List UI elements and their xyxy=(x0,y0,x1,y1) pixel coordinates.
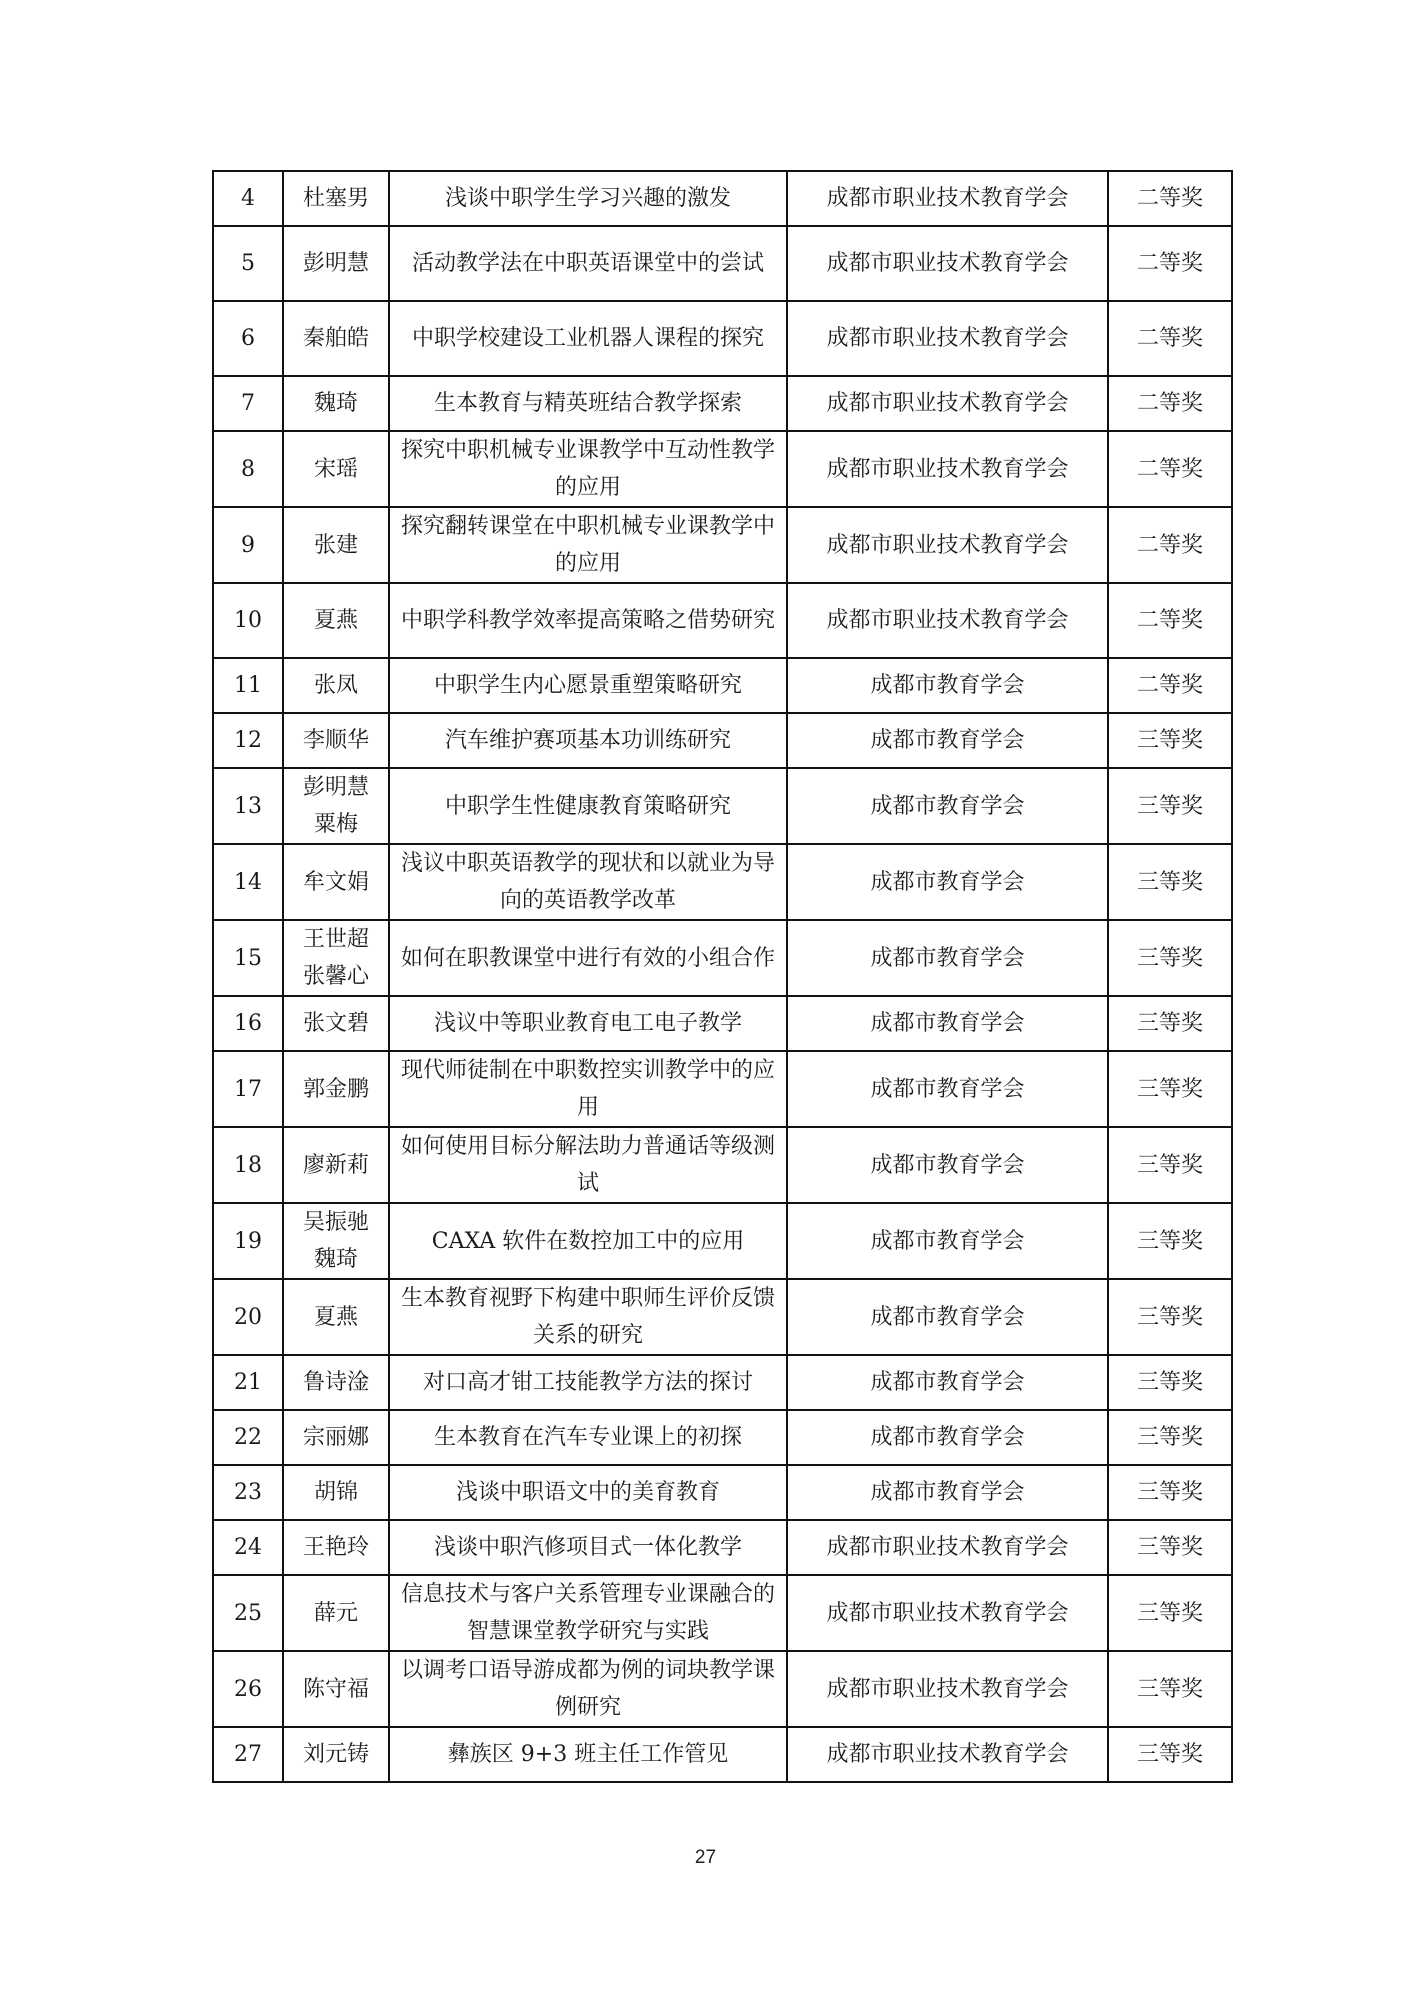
cell-title: CAXA 软件在数控加工中的应用 xyxy=(389,1203,787,1279)
author-name: 秦舶皓 xyxy=(302,326,369,351)
cell-organization: 成都市教育学会 xyxy=(787,1465,1108,1520)
cell-author xyxy=(283,658,389,713)
cell-title: 如何在职教课堂中进行有效的小组合作 xyxy=(389,920,787,996)
cell-title: 浅谈中职学生学习兴趣的激发 xyxy=(389,171,787,226)
table-row xyxy=(213,713,1232,768)
cell-number: 6 xyxy=(213,301,283,376)
cell-author xyxy=(283,920,389,996)
cell-organization: 成都市教育学会 xyxy=(787,1279,1108,1355)
cell-author xyxy=(283,1651,389,1727)
cell-award: 二等奖 xyxy=(1108,171,1232,226)
table-row xyxy=(213,1410,1232,1465)
cell-author xyxy=(283,301,389,376)
author-name: 王世超 xyxy=(302,927,369,952)
author-name: 宗丽娜 xyxy=(302,1425,369,1450)
cell-title: 生本教育与精英班结合教学探索 xyxy=(389,376,787,431)
cell-organization: 成都市教育学会 xyxy=(787,768,1108,844)
author-name: 陈守福 xyxy=(302,1676,369,1702)
author-name: 魏琦 xyxy=(313,391,358,416)
cell-organization: 成都市教育学会 xyxy=(787,1355,1108,1410)
cell-organization: 成都市职业技术教育学会 xyxy=(787,301,1108,376)
cell-title: 浅谈中职汽修项目式一体化教学 xyxy=(389,1520,787,1575)
cell-title: 对口高才钳工技能教学方法的探讨 xyxy=(389,1355,787,1410)
cell-number: 12 xyxy=(213,713,283,768)
author-name: 宋瑶 xyxy=(313,456,358,482)
cell-title: 现代师徒制在中职数控实训教学中的应用 xyxy=(389,1051,787,1127)
cell-organization: 成都市职业技术教育学会 xyxy=(787,1727,1108,1782)
cell-title: 中职学生性健康教育策略研究 xyxy=(389,768,787,844)
cell-author xyxy=(283,1410,389,1465)
cell-number: 15 xyxy=(213,920,283,996)
table-row xyxy=(213,1203,1232,1279)
author-name: 魏琦 xyxy=(313,1247,358,1272)
author-name: 张建 xyxy=(313,532,358,558)
award-table xyxy=(212,170,1233,1783)
cell-title: 中职学科教学效率提高策略之借势研究 xyxy=(389,583,787,658)
cell-number: 21 xyxy=(213,1355,283,1410)
cell-organization: 成都市职业技术教育学会 xyxy=(787,431,1108,507)
cell-number: 8 xyxy=(213,431,283,507)
table-row xyxy=(213,1279,1232,1355)
cell-award: 三等奖 xyxy=(1108,1127,1232,1203)
cell-title: 浅议中等职业教育电工电子教学 xyxy=(389,996,787,1051)
author-name: 鲁诗淦 xyxy=(302,1370,369,1395)
cell-award: 三等奖 xyxy=(1108,1279,1232,1355)
table-row xyxy=(213,1355,1232,1410)
cell-title: 生本教育视野下构建中职师生评价反馈关系的研究 xyxy=(389,1279,787,1355)
cell-organization: 成都市教育学会 xyxy=(787,1410,1108,1465)
cell-organization: 成都市职业技术教育学会 xyxy=(787,507,1108,583)
author-name: 粟梅 xyxy=(313,812,358,837)
cell-title: 生本教育在汽车专业课上的初探 xyxy=(389,1410,787,1465)
table-row xyxy=(213,996,1232,1051)
table-row xyxy=(213,920,1232,996)
cell-title: 以调考口语导游成都为例的词块教学课例研究 xyxy=(389,1651,787,1727)
cell-number: 5 xyxy=(213,226,283,301)
cell-title: 探究中职机械专业课教学中互动性教学的应用 xyxy=(389,431,787,507)
cell-number: 17 xyxy=(213,1051,283,1127)
author-name: 李顺华 xyxy=(302,728,369,753)
cell-organization: 成都市职业技术教育学会 xyxy=(787,583,1108,658)
table-row xyxy=(213,376,1232,431)
cell-organization: 成都市教育学会 xyxy=(787,996,1108,1051)
cell-number: 14 xyxy=(213,844,283,920)
cell-organization: 成都市职业技术教育学会 xyxy=(787,1651,1108,1727)
cell-organization: 成都市教育学会 xyxy=(787,1127,1108,1203)
cell-author xyxy=(283,583,389,658)
cell-author xyxy=(283,713,389,768)
cell-number: 20 xyxy=(213,1279,283,1355)
author-name: 夏燕 xyxy=(313,1304,358,1330)
cell-organization: 成都市职业技术教育学会 xyxy=(787,376,1108,431)
cell-award: 二等奖 xyxy=(1108,583,1232,658)
cell-title: 浅议中职英语教学的现状和以就业为导向的英语教学改革 xyxy=(389,844,787,920)
cell-organization: 成都市教育学会 xyxy=(787,844,1108,920)
cell-award: 三等奖 xyxy=(1108,1355,1232,1410)
cell-author xyxy=(283,376,389,431)
table-body xyxy=(213,171,1232,1782)
cell-award: 三等奖 xyxy=(1108,1051,1232,1127)
cell-award: 三等奖 xyxy=(1108,1465,1232,1520)
cell-award: 二等奖 xyxy=(1108,658,1232,713)
cell-author xyxy=(283,996,389,1051)
cell-author xyxy=(283,171,389,226)
author-name: 杜塞男 xyxy=(302,186,369,211)
table-row xyxy=(213,1520,1232,1575)
cell-award: 二等奖 xyxy=(1108,376,1232,431)
cell-author xyxy=(283,431,389,507)
cell-author xyxy=(283,1051,389,1127)
cell-number: 24 xyxy=(213,1520,283,1575)
table-row xyxy=(213,844,1232,920)
cell-author xyxy=(283,1727,389,1782)
author-name: 吴振驰 xyxy=(302,1210,369,1235)
cell-organization: 成都市教育学会 xyxy=(787,713,1108,768)
cell-award: 二等奖 xyxy=(1108,226,1232,301)
cell-title: 彝族区 9+3 班主任工作管见 xyxy=(389,1727,787,1782)
table-row xyxy=(213,1575,1232,1651)
cell-author xyxy=(283,507,389,583)
author-name: 胡锦 xyxy=(313,1480,358,1505)
author-name: 王艳玲 xyxy=(302,1535,369,1560)
cell-author xyxy=(283,1575,389,1651)
cell-author xyxy=(283,844,389,920)
author-name: 夏燕 xyxy=(313,608,358,633)
cell-author xyxy=(283,1355,389,1410)
cell-organization: 成都市职业技术教育学会 xyxy=(787,1520,1108,1575)
table-row xyxy=(213,226,1232,301)
cell-number: 25 xyxy=(213,1575,283,1651)
table-row xyxy=(213,1727,1232,1782)
cell-number: 27 xyxy=(213,1727,283,1782)
author-name: 郭金鹏 xyxy=(302,1076,369,1102)
cell-number: 11 xyxy=(213,658,283,713)
cell-number: 26 xyxy=(213,1651,283,1727)
cell-title: 信息技术与客户关系管理专业课融合的智慧课堂教学研究与实践 xyxy=(389,1575,787,1651)
author-name: 张馨心 xyxy=(302,964,369,989)
table-row xyxy=(213,658,1232,713)
author-name: 刘元铸 xyxy=(302,1742,369,1767)
cell-author xyxy=(283,1127,389,1203)
cell-number: 10 xyxy=(213,583,283,658)
cell-author xyxy=(283,1203,389,1279)
cell-title: 中职学生内心愿景重塑策略研究 xyxy=(389,658,787,713)
cell-organization: 成都市职业技术教育学会 xyxy=(787,171,1108,226)
cell-organization: 成都市教育学会 xyxy=(787,658,1108,713)
table-row xyxy=(213,431,1232,507)
cell-number: 4 xyxy=(213,171,283,226)
page-number: 27 xyxy=(694,1847,717,1868)
cell-title: 如何使用目标分解法助力普通话等级测试 xyxy=(389,1127,787,1203)
cell-award: 三等奖 xyxy=(1108,996,1232,1051)
cell-award: 三等奖 xyxy=(1108,768,1232,844)
cell-award: 三等奖 xyxy=(1108,1651,1232,1727)
cell-award: 二等奖 xyxy=(1108,431,1232,507)
table-row xyxy=(213,1127,1232,1203)
table-row xyxy=(213,507,1232,583)
table-row xyxy=(213,1465,1232,1520)
author-name: 彭明慧 xyxy=(302,775,369,800)
cell-award: 二等奖 xyxy=(1108,507,1232,583)
table-row xyxy=(213,1051,1232,1127)
author-name: 张凤 xyxy=(313,673,358,698)
author-name: 廖新莉 xyxy=(302,1152,369,1178)
cell-organization: 成都市教育学会 xyxy=(787,920,1108,996)
cell-organization: 成都市教育学会 xyxy=(787,1051,1108,1127)
author-name: 张文碧 xyxy=(302,1011,369,1036)
author-name: 彭明慧 xyxy=(302,251,369,276)
cell-author xyxy=(283,1465,389,1520)
cell-author xyxy=(283,768,389,844)
cell-title: 活动教学法在中职英语课堂中的尝试 xyxy=(389,226,787,301)
table-row xyxy=(213,768,1232,844)
cell-number: 19 xyxy=(213,1203,283,1279)
table-row xyxy=(213,1651,1232,1727)
cell-author xyxy=(283,226,389,301)
cell-author xyxy=(283,1279,389,1355)
cell-author xyxy=(283,1520,389,1575)
cell-number: 18 xyxy=(213,1127,283,1203)
cell-number: 9 xyxy=(213,507,283,583)
table-row xyxy=(213,583,1232,658)
cell-number: 7 xyxy=(213,376,283,431)
table-row xyxy=(213,301,1232,376)
cell-organization: 成都市教育学会 xyxy=(787,1203,1108,1279)
cell-award: 三等奖 xyxy=(1108,1727,1232,1782)
cell-title: 浅谈中职语文中的美育教育 xyxy=(389,1465,787,1520)
author-name: 薛元 xyxy=(313,1600,358,1626)
author-name: 牟文娟 xyxy=(302,869,369,895)
cell-title: 探究翻转课堂在中职机械专业课教学中的应用 xyxy=(389,507,787,583)
cell-award: 三等奖 xyxy=(1108,920,1232,996)
cell-organization: 成都市职业技术教育学会 xyxy=(787,226,1108,301)
cell-award: 三等奖 xyxy=(1108,1520,1232,1575)
cell-title: 中职学校建设工业机器人课程的探究 xyxy=(389,301,787,376)
cell-award: 三等奖 xyxy=(1108,1410,1232,1465)
cell-organization: 成都市职业技术教育学会 xyxy=(787,1575,1108,1651)
cell-award: 三等奖 xyxy=(1108,713,1232,768)
cell-number: 13 xyxy=(213,768,283,844)
cell-award: 三等奖 xyxy=(1108,844,1232,920)
cell-title: 汽车维护赛项基本功训练研究 xyxy=(389,713,787,768)
cell-number: 16 xyxy=(213,996,283,1051)
cell-award: 三等奖 xyxy=(1108,1203,1232,1279)
table-row xyxy=(213,171,1232,226)
cell-award: 三等奖 xyxy=(1108,1575,1232,1651)
cell-number: 22 xyxy=(213,1410,283,1465)
cell-number: 23 xyxy=(213,1465,283,1520)
cell-award: 二等奖 xyxy=(1108,301,1232,376)
